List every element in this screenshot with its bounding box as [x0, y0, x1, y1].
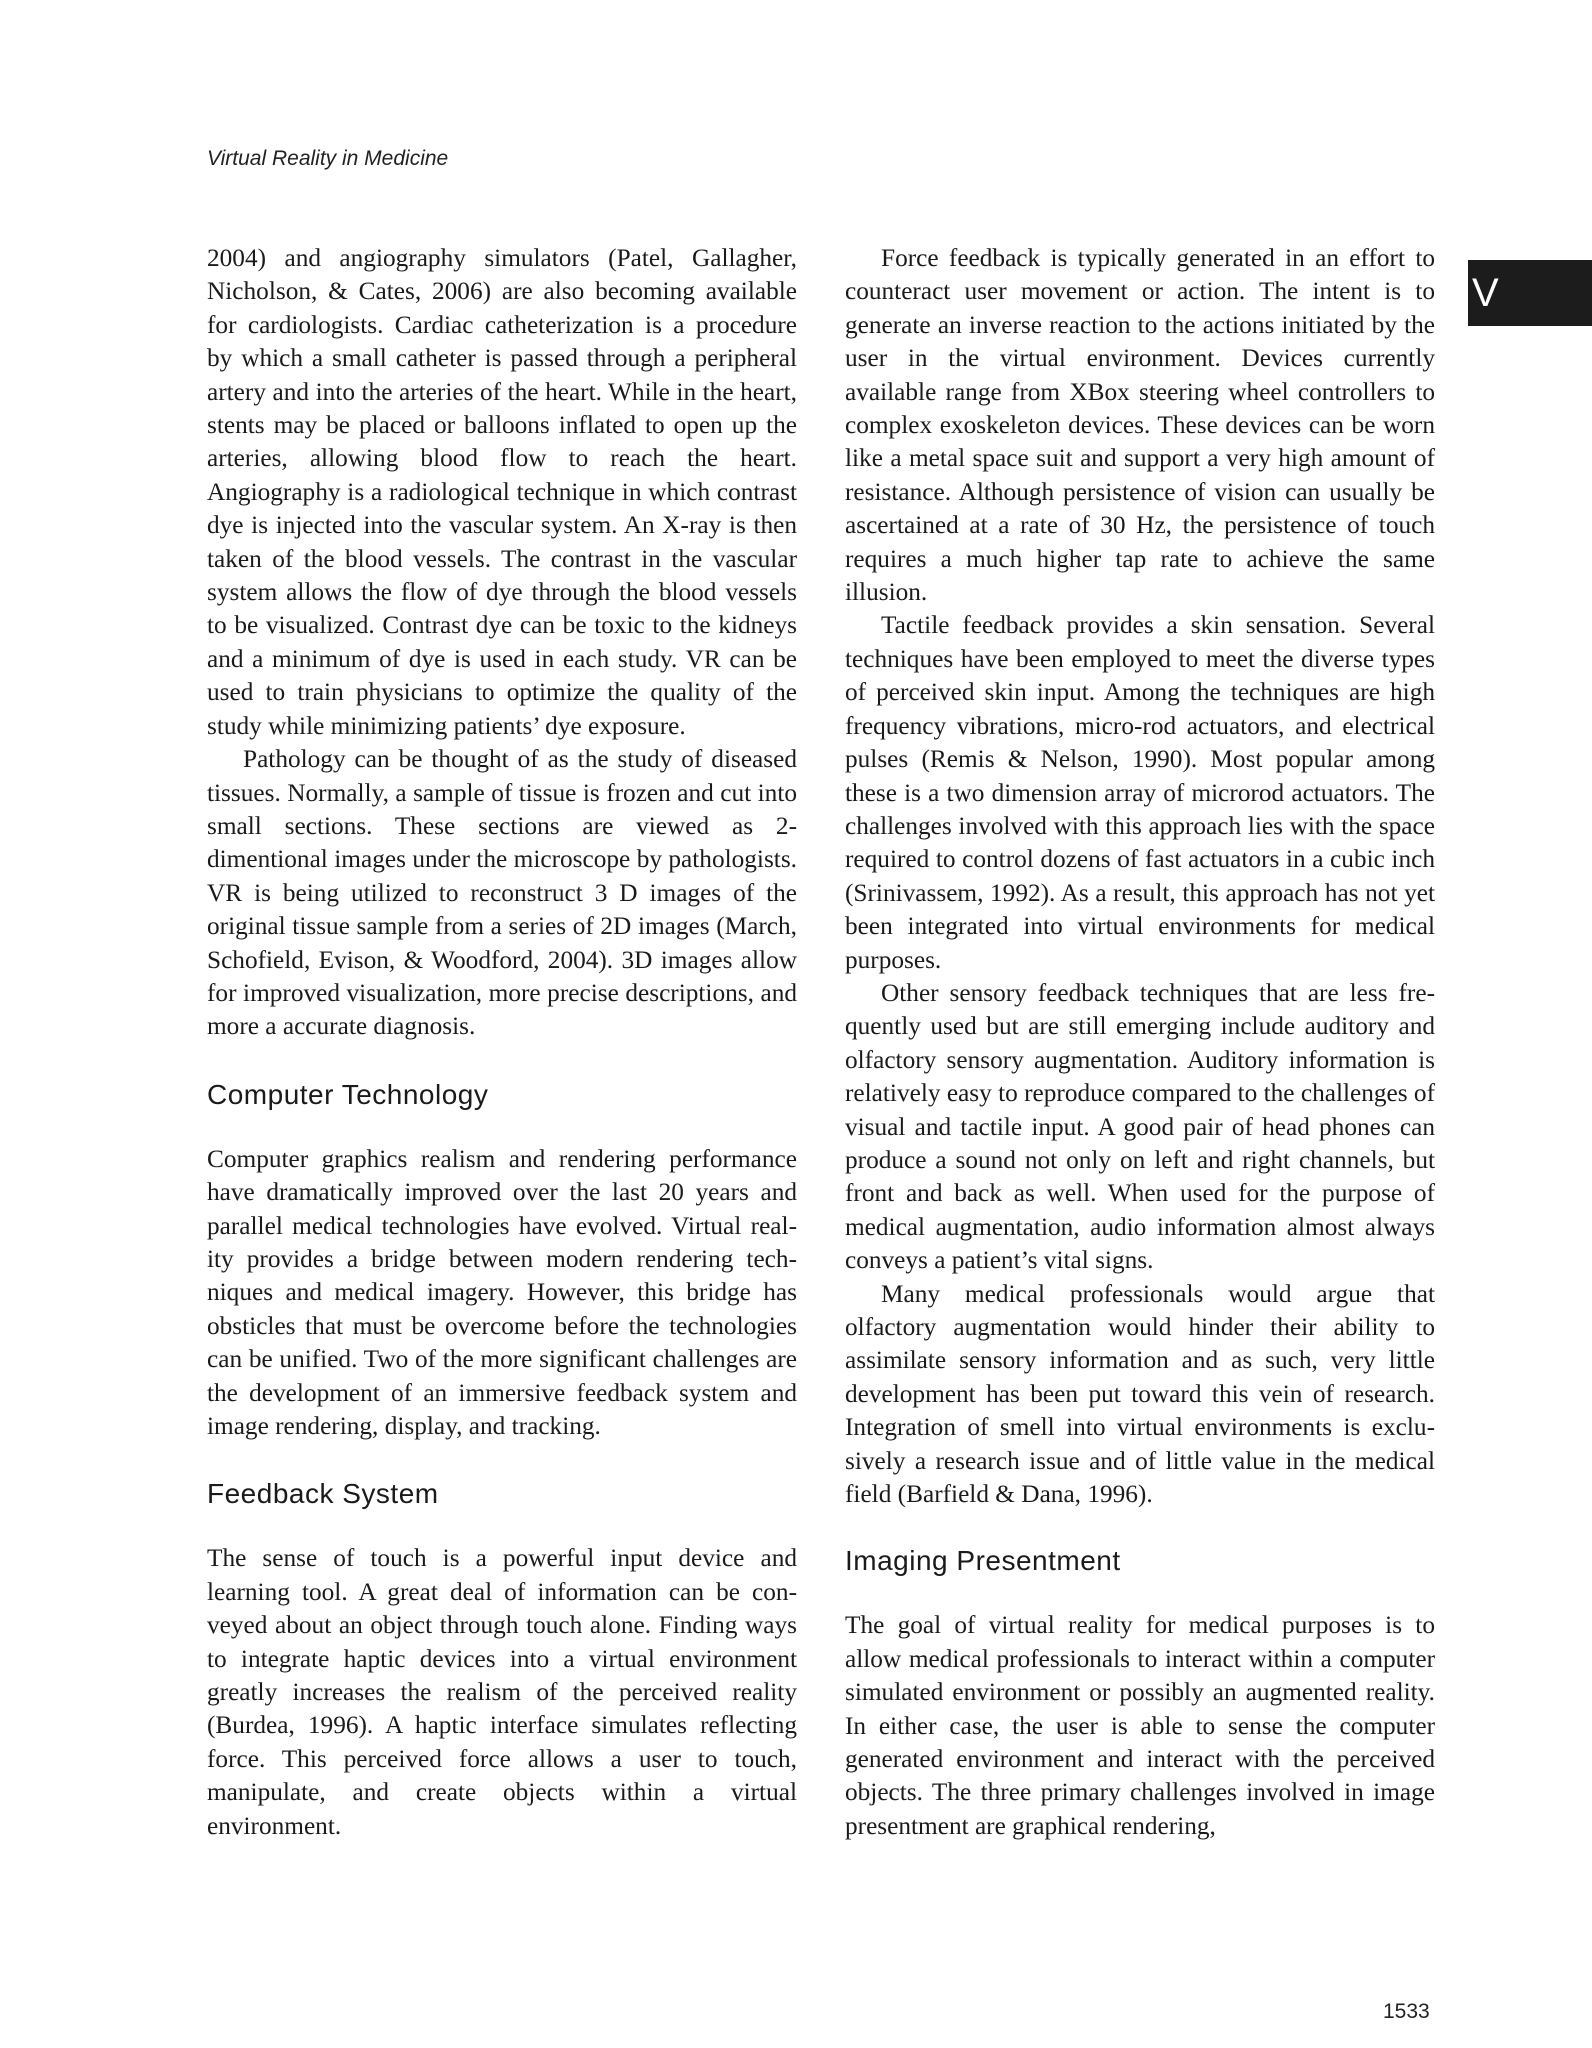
- paragraph-force-feedback: Force feedback is typically generated in an effort to counteract user movement or action. The intent is to generate an inverse reaction to the actions initiated by the user in the virtual environment. Devices currently available range from XBox steering wheel controllers to complex exoskeleton devices. These devices can be worn like a metal space suit and support a very high amount of resistance. Although persistence of vision can usually be ascertained at a rate of 30 Hz, the persistence of touch requires a much higher tap rate to achieve the same illusion.: [845, 244, 1435, 607]
- paragraph-olfactory: Many medical professionals would argue that olfactory augmentation would hinder their ability to assimilate sensory information and as such, very little development has been put toward this vein of research. Integration of smell into virtual environments is exclusively a research issue and of little value in the medical field (Barfield & Dana, 1996).: [845, 1279, 1435, 1509]
- heading-feedback-system: Feedback System: [207, 1478, 439, 1510]
- running-head: Virtual Reality in Medicine: [207, 147, 449, 170]
- paragraph-computer-technology: Computer graphics realism and rendering performance have dramatically improved over the last 20 years and parallel medical technologies have evolved. Virtual reality provides a bridge between modern rendering techniques and medical imagery. However, this bridge has obsticles that must be overcome before the technologies can be unified. Two of the more significant challenges are the development of an immersive feedback system and image rendering, display, and tracking.: [207, 1144, 797, 1440]
- paragraph-angiography: 2004) and angiography simulators (Patel, Gallagher, Nicholson, & Cates, 2006) are also becoming available for cardiologists. Cardiac catheterization is a procedure by which a small catheter is passed through a peripheral artery and into the arteries of the heart. While in the heart, stents may be placed or balloons inflated to open up the arteries, allowing blood flow to reach the heart. Angiography is a radiological technique in which contrast dye is injected into the vascular system. An X-ray is then taken of the blood vessels. The contrast in the vascular system allows the flow of dye through the blood vessels to be visualized. Contrast dye can be toxic to the kidneys and a minimum of dye is used in each study. VR can be used to train physicians to optimize the quality of the study while minimizing patients’ dye exposure.: [207, 244, 797, 740]
- paragraph-imaging-goal: The goal of virtual reality for medical purposes is to allow medical professionals to interact within a computer simulated environment or possibly an augmented reality. In either case, the user is able to sense the computer generated environment and interact with the perceived objects. The three primary challenges involved in image presentment are graphical rendering,: [845, 1611, 1435, 1840]
- section-tab-letter: V: [1472, 271, 1499, 315]
- paragraph-tactile-feedback: Tactile feedback provides a skin sensation. Several techniques have been employed to meet the diverse types of perceived skin input. Among the techniques are high frequency vibrations, micro-rod actuators, and electrical pulses (Remis & Nelson, 1990). Most popular among these is a two dimension array of microrod actuators. The challenges involved with this approach lies with the space required to control dozens of fast actuators in a cubic inch (Srinivassem, 1992). As a result, this approach has not yet been integrated into virtual environments for medical purposes.: [845, 611, 1435, 974]
- heading-computer-technology: Computer Technology: [207, 1078, 489, 1110]
- left-column: [207, 242, 797, 1843]
- right-column: [845, 242, 1435, 1843]
- paragraph-pathology: Pathology can be thought of as the study of diseased tissues. Normally, a sample of tissue is frozen and cut into small sections. These sections are viewed as 2-dimentional images under the microscope by pathologists. VR is being utilized to reconstruct 3 D images of the original tissue sample from a series of 2D images (March, Schofield, Evison, & Woodford, 2004). 3D images allow for improved visualization, more precise descriptions, and more a accurate diagnosis.: [207, 745, 797, 1041]
- section-tab: [1468, 260, 1592, 326]
- page-number: 1533: [1383, 2000, 1430, 2023]
- heading-imaging-presentment: Imaging Presentment: [845, 1545, 1121, 1577]
- paragraph-other-sensory: Other sensory feedback techniques that are less frequently used but are still emerging include auditory and olfactory sensory augmentation. Auditory information is relatively easy to reproduce compared to the challenges of visual and tactile input. A good pair of head phones can produce a sound not only on left and right channels, but front and back as well. When used for the purpose of medical augmentation, audio information almost always conveys a patient’s vital signs.: [845, 978, 1436, 1275]
- paragraph-sense-of-touch: The sense of touch is a powerful input device and learning tool. A great deal of information can be conveyed about an object through touch alone. Finding ways to integrate haptic devices into a virtual environment greatly increases the realism of the perceived reality (Burdea, 1996). A haptic interface simulates reflecting force. This perceived force allows a user to touch, manipulate, and create objects within a virtual environment.: [207, 1544, 797, 1840]
